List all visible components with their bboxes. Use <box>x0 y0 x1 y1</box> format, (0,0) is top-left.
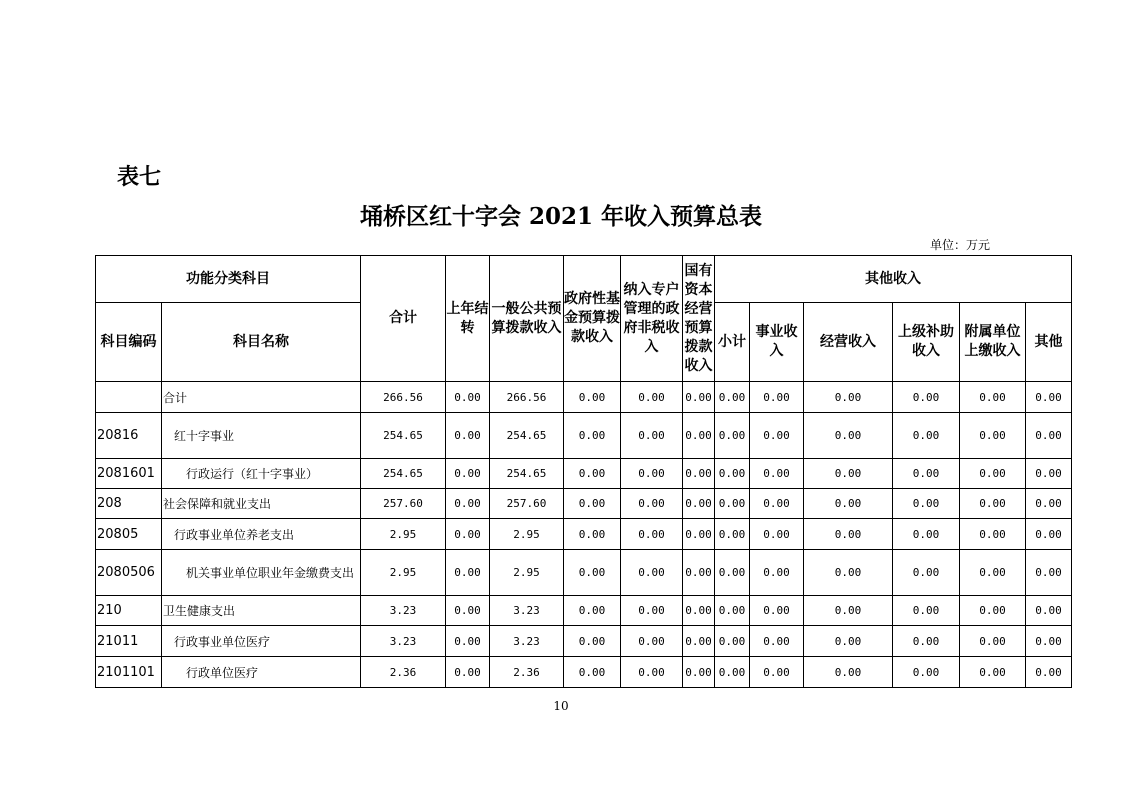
header-name: 科目名称 <box>162 303 361 382</box>
header-superior-subsidy: 上级补助收入 <box>893 303 960 382</box>
table-row <box>96 657 1072 688</box>
cell-affiliated: 0.00 <box>960 382 1026 413</box>
cell-fund: 0.00 <box>564 382 621 413</box>
cell-operating: 0.00 <box>804 519 893 550</box>
header-carryover: 上年结转 <box>446 256 490 382</box>
cell-code <box>96 382 162 413</box>
cell-total: 254.65 <box>361 459 446 489</box>
cell-others: 0.00 <box>1026 519 1072 550</box>
cell-name: 行政运行（红十字事业） <box>162 459 361 489</box>
cell-total: 2.36 <box>361 657 446 688</box>
cell-general: 2.95 <box>490 519 564 550</box>
cell-general: 257.60 <box>490 489 564 519</box>
cell-state: 0.00 <box>683 459 715 489</box>
cell-name: 社会保障和就业支出 <box>162 489 361 519</box>
cell-superior: 0.00 <box>893 657 960 688</box>
cell-affiliated: 0.00 <box>960 550 1026 596</box>
cell-business: 0.00 <box>750 489 804 519</box>
cell-superior: 0.00 <box>893 626 960 657</box>
cell-superior: 0.00 <box>893 519 960 550</box>
cell-total: 257.60 <box>361 489 446 519</box>
header-general-budget: 一般公共预算拨款收入 <box>490 256 564 382</box>
table-row <box>96 489 1072 519</box>
cell-special: 0.00 <box>621 626 683 657</box>
cell-fund: 0.00 <box>564 413 621 459</box>
cell-business: 0.00 <box>750 626 804 657</box>
cell-others: 0.00 <box>1026 626 1072 657</box>
cell-sub: 0.00 <box>715 489 750 519</box>
cell-special: 0.00 <box>621 382 683 413</box>
cell-sub: 0.00 <box>715 519 750 550</box>
cell-carry: 0.00 <box>446 413 490 459</box>
cell-state: 0.00 <box>683 626 715 657</box>
cell-superior: 0.00 <box>893 550 960 596</box>
cell-code: 20816 <box>96 413 162 459</box>
cell-code: 2101101 <box>96 657 162 688</box>
cell-fund: 0.00 <box>564 626 621 657</box>
header-code: 科目编码 <box>96 303 162 382</box>
cell-name: 行政单位医疗 <box>162 657 361 688</box>
header-business-income: 事业收入 <box>750 303 804 382</box>
cell-fund: 0.00 <box>564 596 621 626</box>
header-affiliated-income: 附属单位上缴收入 <box>960 303 1026 382</box>
cell-carry: 0.00 <box>446 382 490 413</box>
cell-sub: 0.00 <box>715 413 750 459</box>
cell-superior: 0.00 <box>893 596 960 626</box>
cell-sub: 0.00 <box>715 459 750 489</box>
cell-general: 3.23 <box>490 596 564 626</box>
cell-carry: 0.00 <box>446 596 490 626</box>
cell-business: 0.00 <box>750 550 804 596</box>
cell-sub: 0.00 <box>715 596 750 626</box>
cell-business: 0.00 <box>750 657 804 688</box>
cell-code: 21011 <box>96 626 162 657</box>
cell-special: 0.00 <box>621 596 683 626</box>
cell-carry: 0.00 <box>446 657 490 688</box>
cell-superior: 0.00 <box>893 459 960 489</box>
header-others: 其他 <box>1026 303 1072 382</box>
cell-carry: 0.00 <box>446 626 490 657</box>
cell-sub: 0.00 <box>715 550 750 596</box>
header-state-capital: 国有资本经营预算拨款收入 <box>683 256 715 382</box>
cell-affiliated: 0.00 <box>960 657 1026 688</box>
page-title: 埇桥区红十字会 2021 年收入预算总表 <box>359 203 763 230</box>
header-fund-budget: 政府性基金预算拨款收入 <box>564 256 621 382</box>
cell-total: 3.23 <box>361 596 446 626</box>
cell-general: 254.65 <box>490 459 564 489</box>
cell-fund: 0.00 <box>564 657 621 688</box>
cell-state: 0.00 <box>683 519 715 550</box>
cell-state: 0.00 <box>683 550 715 596</box>
cell-operating: 0.00 <box>804 459 893 489</box>
cell-name: 合计 <box>162 382 361 413</box>
cell-total: 266.56 <box>361 382 446 413</box>
cell-special: 0.00 <box>621 657 683 688</box>
table-row <box>96 596 1072 626</box>
cell-business: 0.00 <box>750 596 804 626</box>
cell-sub: 0.00 <box>715 626 750 657</box>
cell-sub: 0.00 <box>715 382 750 413</box>
table-row <box>96 459 1072 489</box>
cell-general: 2.95 <box>490 550 564 596</box>
cell-fund: 0.00 <box>564 459 621 489</box>
cell-special: 0.00 <box>621 489 683 519</box>
table-body <box>96 382 1072 688</box>
cell-code: 210 <box>96 596 162 626</box>
cell-operating: 0.00 <box>804 550 893 596</box>
cell-code: 208 <box>96 489 162 519</box>
cell-business: 0.00 <box>750 382 804 413</box>
cell-total: 2.95 <box>361 519 446 550</box>
cell-fund: 0.00 <box>564 519 621 550</box>
cell-name: 卫生健康支出 <box>162 596 361 626</box>
header-function-class: 功能分类科目 <box>96 256 361 303</box>
cell-general: 3.23 <box>490 626 564 657</box>
cell-operating: 0.00 <box>804 626 893 657</box>
cell-others: 0.00 <box>1026 657 1072 688</box>
table-row <box>96 550 1072 596</box>
cell-total: 254.65 <box>361 413 446 459</box>
cell-affiliated: 0.00 <box>960 413 1026 459</box>
header-special-account: 纳入专户管理的政府非税收入 <box>621 256 683 382</box>
cell-state: 0.00 <box>683 596 715 626</box>
cell-carry: 0.00 <box>446 550 490 596</box>
cell-others: 0.00 <box>1026 489 1072 519</box>
cell-state: 0.00 <box>683 413 715 459</box>
cell-affiliated: 0.00 <box>960 489 1026 519</box>
cell-total: 2.95 <box>361 550 446 596</box>
page-number: 10 <box>553 699 569 713</box>
cell-operating: 0.00 <box>804 382 893 413</box>
cell-business: 0.00 <box>750 413 804 459</box>
cell-others: 0.00 <box>1026 413 1072 459</box>
table-row <box>96 626 1072 657</box>
cell-fund: 0.00 <box>564 489 621 519</box>
cell-superior: 0.00 <box>893 413 960 459</box>
cell-business: 0.00 <box>750 519 804 550</box>
cell-superior: 0.00 <box>893 489 960 519</box>
cell-special: 0.00 <box>621 550 683 596</box>
cell-affiliated: 0.00 <box>960 519 1026 550</box>
cell-affiliated: 0.00 <box>960 626 1026 657</box>
cell-general: 2.36 <box>490 657 564 688</box>
cell-operating: 0.00 <box>804 657 893 688</box>
cell-code: 20805 <box>96 519 162 550</box>
table-row <box>96 413 1072 459</box>
header-operating-income: 经营收入 <box>804 303 893 382</box>
cell-business: 0.00 <box>750 459 804 489</box>
cell-carry: 0.00 <box>446 519 490 550</box>
cell-sub: 0.00 <box>715 657 750 688</box>
header-total: 合计 <box>361 256 446 382</box>
budget-table <box>95 255 1072 688</box>
header-subtotal: 小计 <box>715 303 750 382</box>
cell-state: 0.00 <box>683 489 715 519</box>
cell-others: 0.00 <box>1026 459 1072 489</box>
cell-general: 254.65 <box>490 413 564 459</box>
cell-special: 0.00 <box>621 459 683 489</box>
table-row <box>96 519 1072 550</box>
header-other-income: 其他收入 <box>715 256 1072 303</box>
cell-total: 3.23 <box>361 626 446 657</box>
cell-others: 0.00 <box>1026 550 1072 596</box>
cell-general: 266.56 <box>490 382 564 413</box>
cell-affiliated: 0.00 <box>960 596 1026 626</box>
cell-carry: 0.00 <box>446 489 490 519</box>
cell-operating: 0.00 <box>804 596 893 626</box>
cell-state: 0.00 <box>683 382 715 413</box>
cell-special: 0.00 <box>621 519 683 550</box>
cell-name: 行政事业单位医疗 <box>162 626 361 657</box>
cell-carry: 0.00 <box>446 459 490 489</box>
cell-name: 机关事业单位职业年金缴费支出 <box>162 550 361 596</box>
cell-name: 红十字事业 <box>162 413 361 459</box>
cell-operating: 0.00 <box>804 489 893 519</box>
cell-fund: 0.00 <box>564 550 621 596</box>
cell-name: 行政事业单位养老支出 <box>162 519 361 550</box>
cell-others: 0.00 <box>1026 382 1072 413</box>
cell-operating: 0.00 <box>804 413 893 459</box>
cell-special: 0.00 <box>621 413 683 459</box>
cell-superior: 0.00 <box>893 382 960 413</box>
table-label: 表七 <box>117 164 162 190</box>
unit-note: 单位：万元 <box>930 238 991 252</box>
cell-state: 0.00 <box>683 657 715 688</box>
cell-affiliated: 0.00 <box>960 459 1026 489</box>
table-row <box>96 382 1072 413</box>
cell-others: 0.00 <box>1026 596 1072 626</box>
cell-code: 2081601 <box>96 459 162 489</box>
cell-code: 2080506 <box>96 550 162 596</box>
